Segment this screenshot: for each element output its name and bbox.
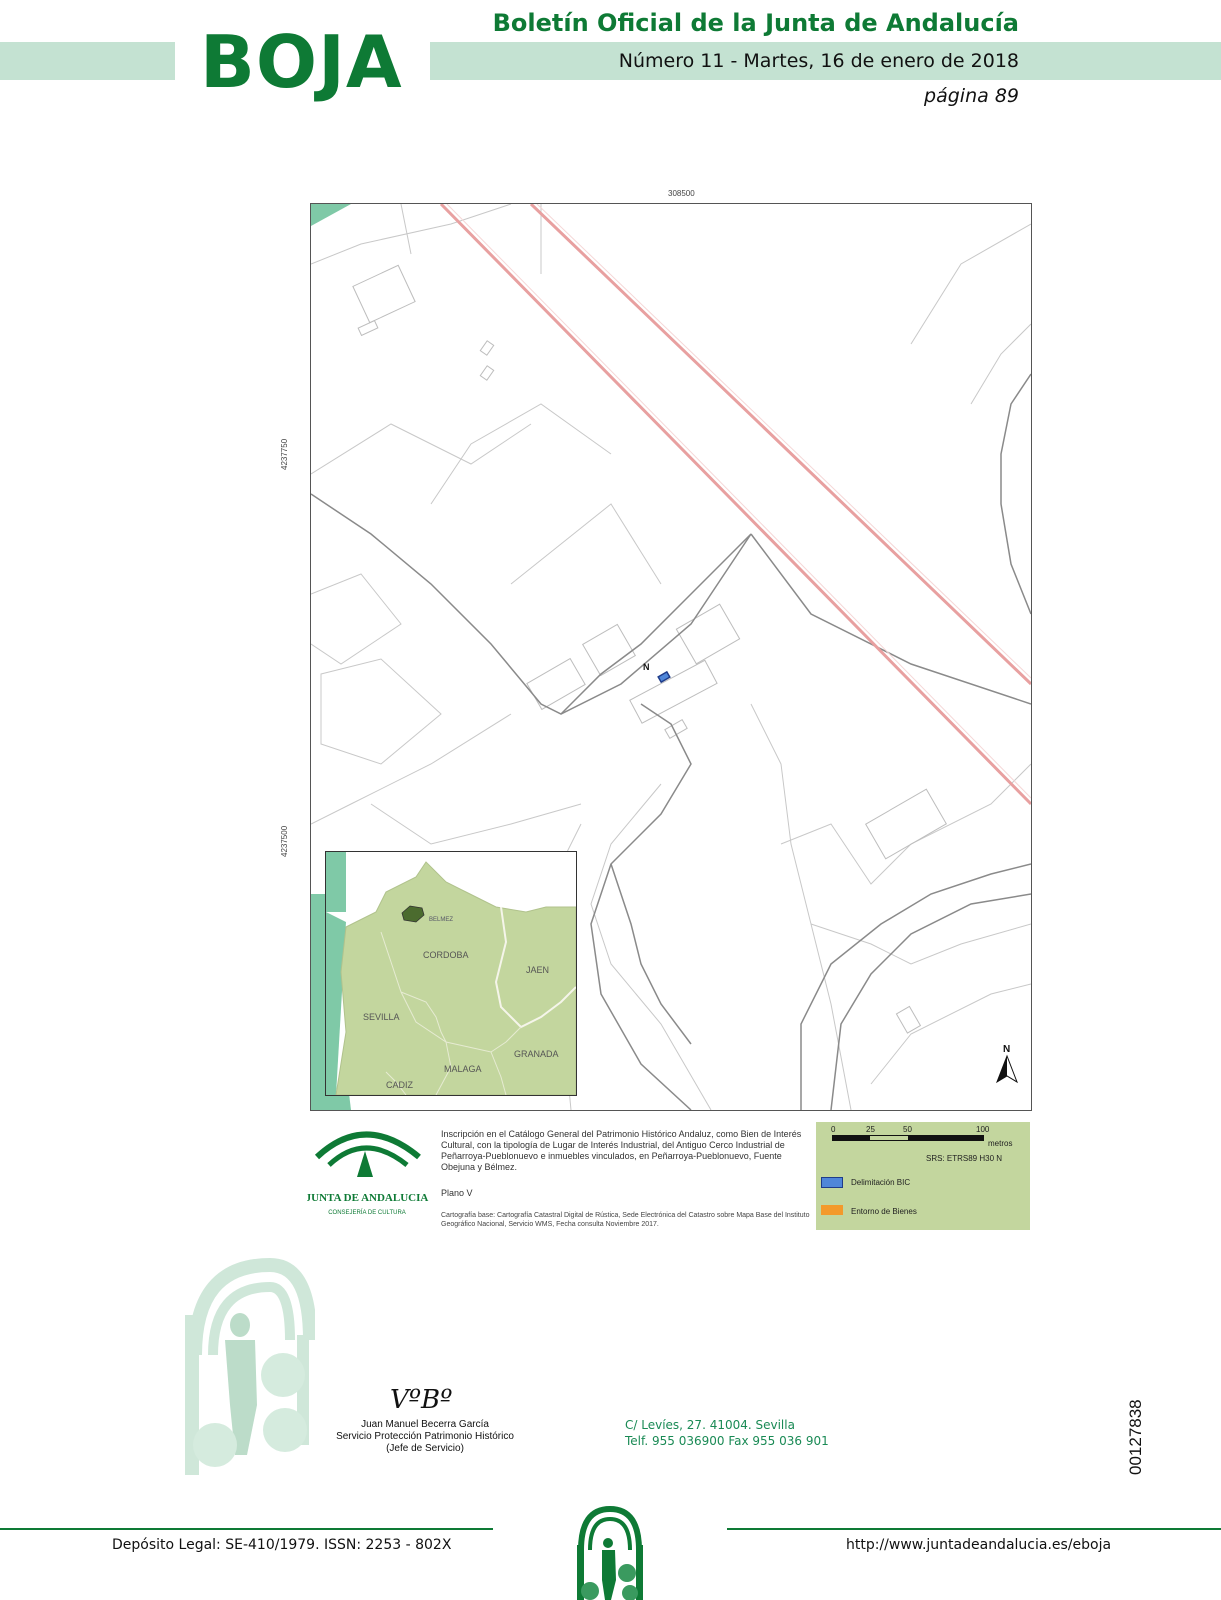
inset-label-jaen: JAEN — [526, 965, 550, 975]
header-band-left — [0, 42, 175, 80]
inset-label-sevilla: SEVILLA — [363, 1012, 400, 1022]
plan-label: Plano V — [441, 1188, 473, 1198]
legend-description: Inscripción en el Catálogo General del Patrimonio Histórico Andaluz, como Bien de Interés Cultural, con la tipología de Lugar de Interés Industrial, del Antiguo Cerco Industrial de Peñarroya-Pueblonuevo e inmuebles vinculados, en Peñarroya-Pueblonuevo, Fuente Obejuna y Bélmez. — [441, 1129, 802, 1172]
region-shape — [336, 862, 576, 1095]
coord-left-lower: 4237500 — [280, 825, 289, 857]
srs-label: SRS: ETRS89 H30 N — [926, 1154, 1003, 1163]
signer-role: (Jefe de Servicio) — [386, 1443, 464, 1454]
inset-label-malaga: MALAGA — [444, 1064, 482, 1074]
scale-tick-50: 50 — [903, 1125, 912, 1134]
legend-panel — [816, 1122, 1030, 1230]
legend-label-bic: Delimitación BIC — [851, 1178, 911, 1187]
inset-label-granada: GRANADA — [514, 1049, 559, 1059]
journal-title: Boletín Oficial de la Junta de Andalucía — [492, 9, 1019, 37]
boja-logo: BOJA — [200, 20, 403, 104]
org-name: JUNTA DE ANDALUCIA — [307, 1192, 429, 1204]
bic-building — [658, 672, 670, 682]
inset-label-cordoba: CORDOBA — [423, 950, 469, 960]
north-label: N — [1003, 1044, 1011, 1055]
legend-label-entorno: Entorno de Bienes — [851, 1207, 917, 1216]
river-top — [311, 204, 351, 226]
legend-swatch-entorno — [821, 1205, 843, 1215]
department-name: CONSEJERÍA DE CULTURA — [328, 1210, 406, 1216]
page-number: página 89 — [924, 85, 1019, 107]
legend-swatch-bic — [821, 1177, 843, 1188]
inset-map — [325, 851, 577, 1096]
signer-service: Servicio Protección Patrimonio Histórico — [336, 1431, 514, 1442]
footer-rule-left — [0, 1528, 493, 1530]
address-street: C/ Levíes, 27. 41004. Sevilla — [625, 1418, 795, 1432]
scale-bar — [832, 1135, 984, 1141]
address-phones: Telf. 955 036900 Fax 955 036 901 — [625, 1434, 829, 1448]
inset-drawing — [326, 852, 576, 1095]
footer-rule-right — [727, 1528, 1221, 1530]
junta-logo — [307, 1117, 435, 1235]
footer-url[interactable]: http://www.juntadeandalucia.es/eboja — [846, 1537, 1112, 1553]
scale-tick-100: 100 — [976, 1125, 990, 1134]
cartography-source: Cartografía base: Cartografía Catastral Digital de Rústica, Sede Electrónica del Catastro sobre Mapa Base del Instituto Geográfico Nacional, Servicio WMS, Fecha consulta Noviembre 2017. — [441, 1212, 810, 1228]
scale-unit: metros — [988, 1139, 1013, 1148]
legal-deposit: Depósito Legal: SE-410/1979. ISSN: 2253 - 802X — [112, 1537, 452, 1553]
scale-bar-seg1 — [833, 1136, 870, 1140]
scale-bar-seg3 — [908, 1136, 983, 1140]
scale-tick-0: 0 — [831, 1125, 836, 1134]
document-id: 00127838 — [1126, 1399, 1145, 1475]
scale-tick-25: 25 — [866, 1125, 875, 1134]
building-n-label: N — [643, 662, 650, 672]
issue-line: Número 11 - Martes, 16 de enero de 2018 — [618, 50, 1019, 72]
vobo-signature: VºBº — [390, 1385, 453, 1415]
inset-label-belmez: BELMEZ — [429, 917, 454, 923]
footer-emblem-icon — [575, 1505, 645, 1600]
coord-top: 308500 — [668, 189, 695, 198]
inset-label-cadiz: CADIZ — [386, 1080, 413, 1090]
signer-name: Juan Manuel Becerra García — [361, 1419, 489, 1430]
andalucia-emblem-watermark — [185, 1255, 315, 1475]
coord-left-upper: 4237750 — [280, 438, 289, 470]
